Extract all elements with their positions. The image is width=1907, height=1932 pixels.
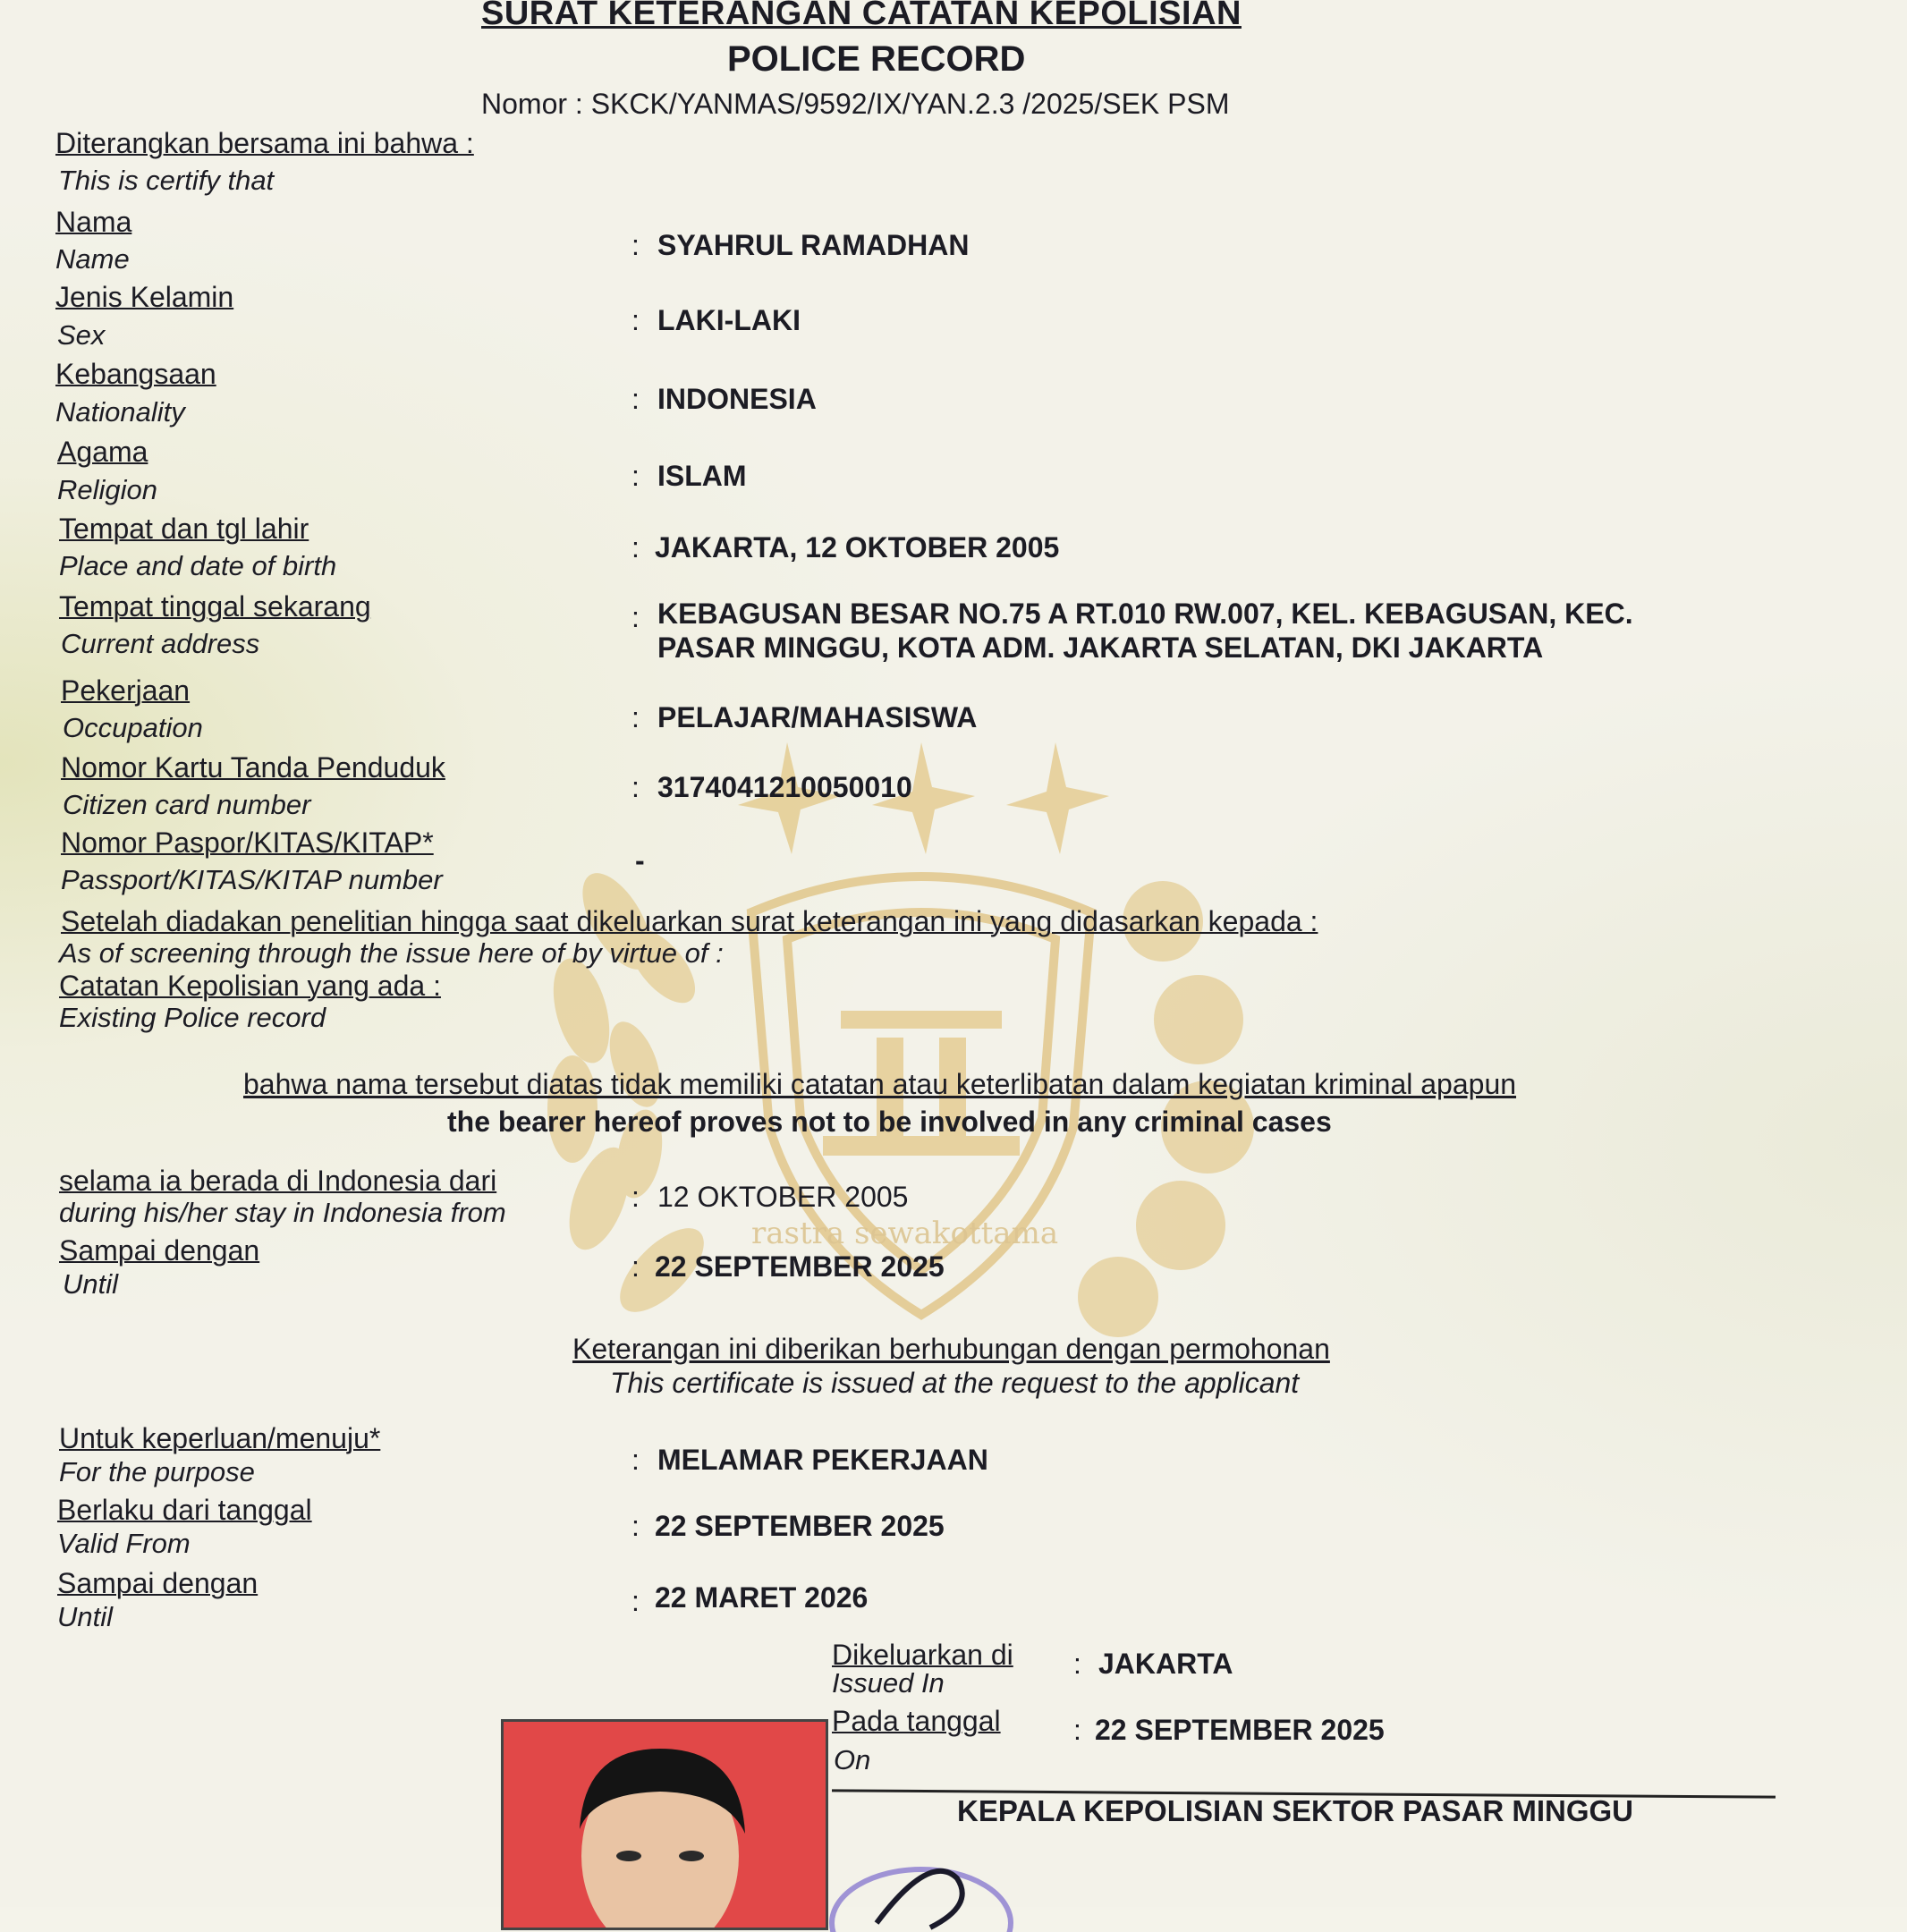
valid-until-label-en: Until xyxy=(57,1601,114,1632)
field-label-id: Jenis Kelamin xyxy=(55,281,234,313)
field-label-en: Religion xyxy=(57,474,158,505)
field-label-id: Pekerjaan xyxy=(61,674,191,707)
issued-on-label-id: Pada tanggal xyxy=(832,1705,1001,1737)
purpose-label-en: For the purpose xyxy=(59,1456,255,1487)
field-value-occupation: PELAJAR/MAHASISWA xyxy=(657,701,978,733)
screening-record-en: Existing Police record xyxy=(59,1002,326,1033)
field-colon: : xyxy=(1073,1648,1081,1680)
field-value-religion: ISLAM xyxy=(657,460,747,492)
stay-until-label-en: Until xyxy=(63,1268,119,1300)
valid-until-label-id: Sampai dengan xyxy=(57,1567,259,1599)
field-colon: : xyxy=(631,1585,640,1617)
field-value-address-line1: KEBAGUSAN BESAR NO.75 A RT.010 RW.007, KEL. KEBAGUSAN, KEC. xyxy=(657,597,1633,630)
field-colon: : xyxy=(1073,1714,1081,1746)
field-colon: : xyxy=(631,601,640,633)
screening-record-id: Catatan Kepolisian yang ada : xyxy=(59,970,441,1002)
request-line-en: This certificate is issued at the request to the applicant xyxy=(610,1367,1300,1399)
request-line-id: Keterangan ini diberikan berhubungan dengan permohonan xyxy=(572,1333,1330,1365)
issued-on-label-en: On xyxy=(834,1744,871,1775)
applicant-photo xyxy=(501,1719,828,1930)
official-stamp xyxy=(823,1843,1055,1932)
field-value-name: SYAHRUL RAMADHAN xyxy=(657,229,970,261)
issued-in-value: JAKARTA xyxy=(1098,1648,1233,1680)
field-colon: : xyxy=(631,771,640,803)
field-value-citizen-card: 3174041210050010 xyxy=(657,771,912,803)
field-label-en: Citizen card number xyxy=(63,789,311,820)
purpose-value: MELAMAR PEKERJAAN xyxy=(657,1444,988,1476)
valid-from-value: 22 SEPTEMBER 2025 xyxy=(655,1510,945,1542)
field-label-en: Place and date of birth xyxy=(59,550,337,581)
document-number: Nomor : SKCK/YANMAS/9592/IX/YAN.2.3 /2025/SEK PSM xyxy=(481,88,1230,120)
field-colon: : xyxy=(631,531,640,564)
field-label-id: Nomor Kartu Tanda Penduduk xyxy=(61,751,445,784)
valid-from-label-id: Berlaku dari tanggal xyxy=(57,1494,312,1526)
issued-in-label-en: Issued In xyxy=(832,1667,945,1699)
portrait-figure xyxy=(504,1722,826,1928)
field-value-birth: JAKARTA, 12 OKTOBER 2005 xyxy=(655,531,1060,564)
issued-on-value: 22 SEPTEMBER 2025 xyxy=(1095,1714,1385,1746)
field-label-id: Agama xyxy=(57,436,148,468)
stay-from-label-en: during his/her stay in Indonesia from xyxy=(59,1197,506,1228)
statement-line-en: the bearer hereof proves not to be involved in any criminal cases xyxy=(447,1106,1332,1138)
field-label-en: Occupation xyxy=(63,712,203,743)
field-label-en: Sex xyxy=(57,319,106,351)
field-colon: : xyxy=(631,1250,640,1283)
field-label-id: Nama xyxy=(55,206,132,238)
field-colon: : xyxy=(631,383,640,415)
field-colon: : xyxy=(631,304,640,336)
screening-line-id: Setelah diadakan penelitian hingga saat dikeluarkan surat keterangan ini yang didasarkan kepada : xyxy=(61,905,1318,937)
field-colon: : xyxy=(631,229,640,261)
stay-from-value: 12 OKTOBER 2005 xyxy=(657,1181,909,1213)
intro-label-id: Diterangkan bersama ini bahwa : xyxy=(55,127,474,159)
field-label-en: Nationality xyxy=(55,396,185,428)
stay-until-label-id: Sampai dengan xyxy=(59,1234,260,1267)
field-label-id: Kebangsaan xyxy=(55,358,216,390)
intro-label-en: This is certify that xyxy=(58,165,275,196)
field-label-id: Tempat dan tgl lahir xyxy=(59,513,309,545)
field-colon: : xyxy=(631,1510,640,1542)
document-title: SURAT KETERANGAN CATATAN KEPOLISIAN xyxy=(481,0,1242,32)
stay-until-value: 22 SEPTEMBER 2025 xyxy=(655,1250,945,1283)
field-value-passport: - xyxy=(635,844,645,877)
field-value-nationality: INDONESIA xyxy=(657,383,817,415)
field-label-id: Tempat tinggal sekarang xyxy=(59,590,371,623)
field-value-address-line2: PASAR MINGGU, KOTA ADM. JAKARTA SELATAN, DKI JAKARTA xyxy=(657,631,1544,664)
field-colon: : xyxy=(631,460,640,492)
screening-line-en: As of screening through the issue here of by virtue of : xyxy=(59,937,724,969)
document-subtitle: POLICE RECORD xyxy=(727,39,1026,79)
svg-text:rastra sewakottama: rastra sewakottama xyxy=(751,1216,1059,1251)
field-colon: : xyxy=(631,1181,640,1213)
field-colon: : xyxy=(631,1444,640,1476)
field-label-id: Nomor Paspor/KITAS/KITAP* xyxy=(61,826,434,859)
issued-in-label-id: Dikeluarkan di xyxy=(832,1639,1013,1671)
field-colon: : xyxy=(631,701,640,733)
field-label-en: Name xyxy=(55,243,130,275)
stay-from-label-id: selama ia berada di Indonesia dari xyxy=(59,1165,497,1197)
field-value-sex: LAKI-LAKI xyxy=(657,304,801,336)
field-label-en: Current address xyxy=(61,628,260,659)
purpose-label-id: Untuk keperluan/menuju* xyxy=(59,1422,381,1454)
field-label-en: Passport/KITAS/KITAP number xyxy=(61,864,443,895)
signature-title: KEPALA KEPOLISIAN SEKTOR PASAR MINGGU xyxy=(957,1794,1634,1827)
valid-from-label-en: Valid From xyxy=(57,1528,191,1559)
valid-until-value: 22 MARET 2026 xyxy=(655,1581,869,1614)
statement-line-id: bahwa nama tersebut diatas tidak memiliki catatan atau keterlibatan dalam kegiatan kriminal apapun xyxy=(243,1068,1517,1100)
